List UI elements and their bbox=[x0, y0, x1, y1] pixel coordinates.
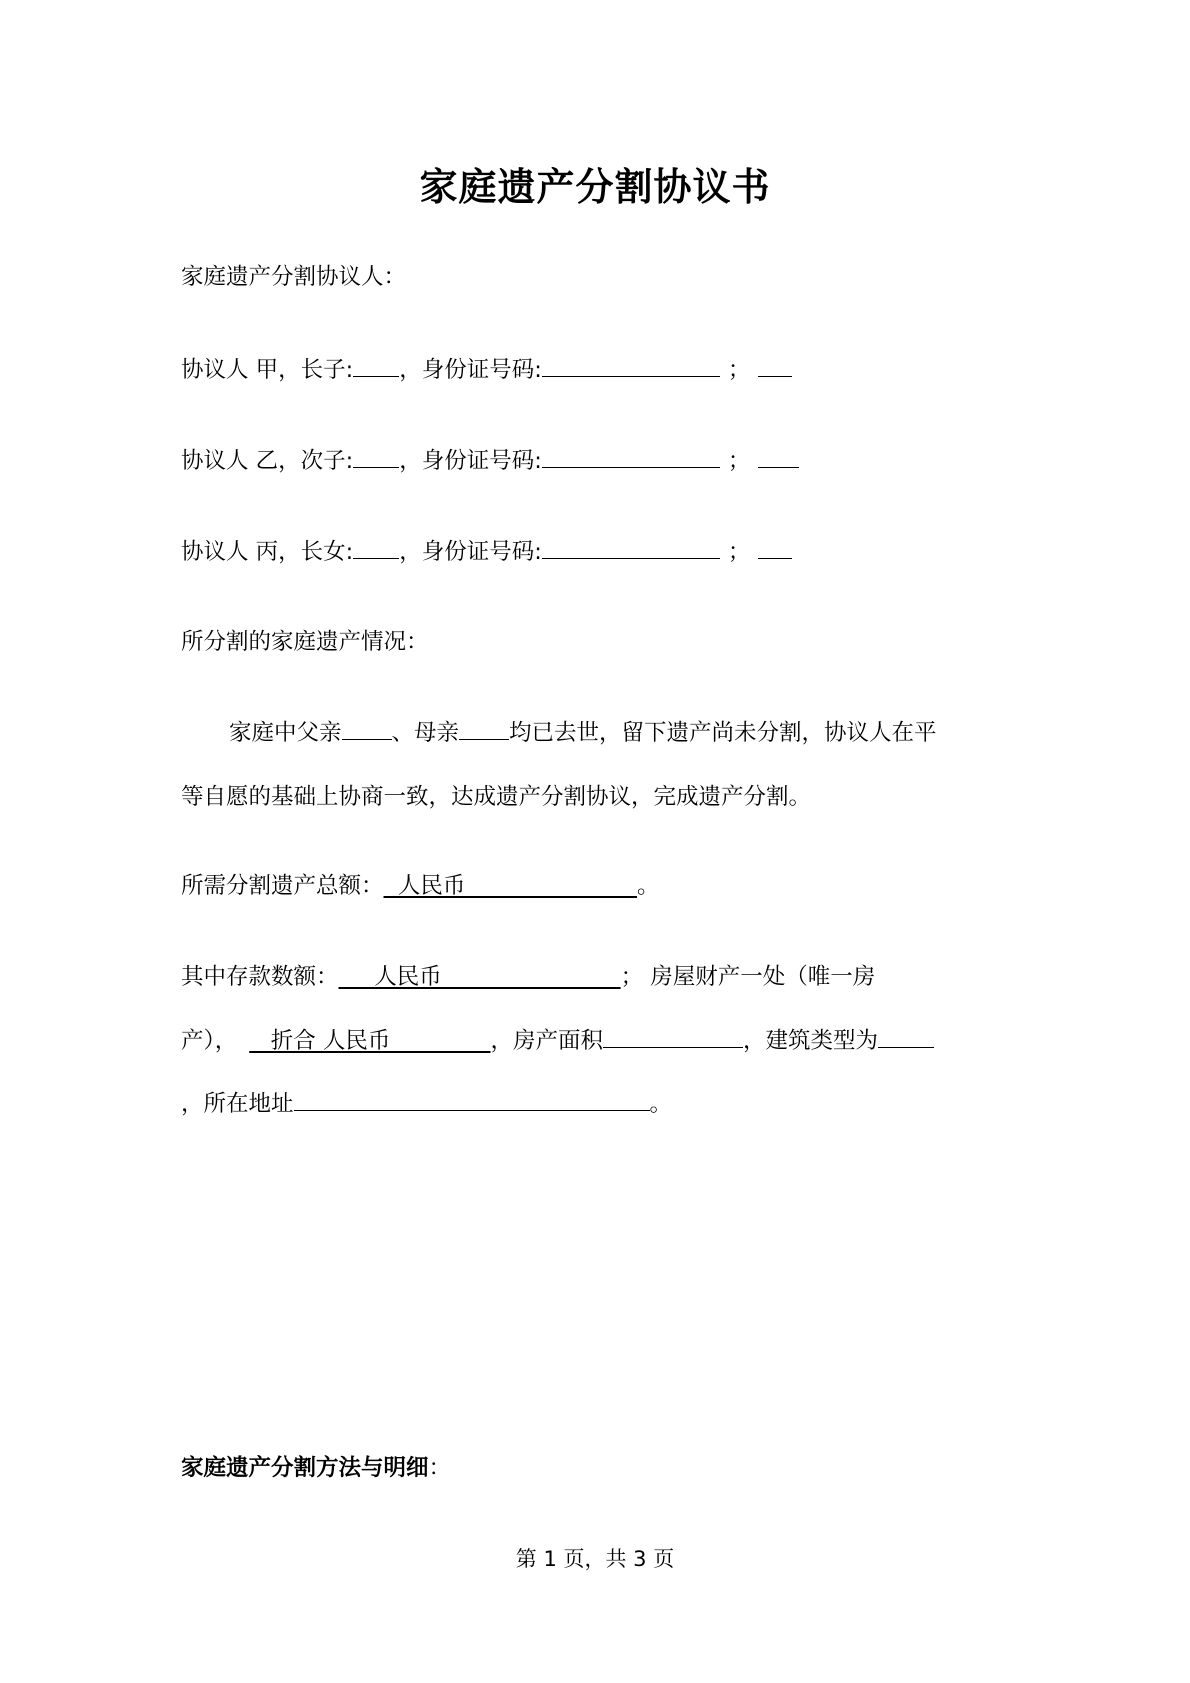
area-label: ，房产面积 bbox=[490, 1028, 604, 1054]
paragraph-text: 均已去世，留下遗产尚未分割，协议人在平 bbox=[509, 720, 937, 746]
party-label: 协议人 丙，长女: bbox=[181, 539, 354, 565]
mother-name-blank[interactable] bbox=[459, 717, 509, 740]
father-name-blank[interactable] bbox=[342, 717, 392, 740]
separator: ； bbox=[727, 357, 751, 383]
extra-blank[interactable] bbox=[758, 445, 799, 468]
id-label: ，身份证号码: bbox=[399, 448, 542, 474]
party-label: 协议人 乙，次子: bbox=[181, 448, 354, 474]
paragraph-line-2: 等自愿的基础上协商一致，达成遗产分割协议，完成遗产分割。 bbox=[181, 784, 812, 810]
period: 。 bbox=[636, 873, 660, 899]
building-type-blank[interactable] bbox=[878, 1025, 934, 1048]
total-label: 所需分割遗产总额： bbox=[181, 873, 384, 899]
address-blank[interactable] bbox=[294, 1088, 650, 1111]
house-text: 产）， bbox=[181, 1028, 238, 1054]
house-value-field[interactable]: 折合 人民币 bbox=[249, 1028, 491, 1054]
deposit-row bbox=[181, 962, 875, 992]
extra-blank[interactable] bbox=[758, 536, 792, 559]
address-label: ，所在地址 bbox=[181, 1091, 294, 1117]
id-number-blank[interactable] bbox=[542, 445, 720, 468]
id-label: ，身份证号码: bbox=[399, 357, 542, 383]
deposit-label: 其中存款数额： bbox=[181, 964, 339, 990]
paragraph-line-1 bbox=[229, 717, 937, 748]
colon: ： bbox=[428, 1455, 452, 1481]
house-text: ； 房屋财产一处（唯一房 bbox=[620, 964, 876, 990]
method-heading-text: 家庭遗产分割方法与明细 bbox=[181, 1455, 429, 1481]
page-footer: 第 1 页，共 3 页 bbox=[515, 1547, 675, 1571]
id-number-blank[interactable] bbox=[542, 354, 720, 377]
separator: ； bbox=[727, 448, 751, 474]
name-blank[interactable] bbox=[353, 445, 399, 468]
method-heading bbox=[181, 1453, 451, 1483]
party-label: 协议人 甲，长子: bbox=[181, 357, 354, 383]
party-row-jia bbox=[181, 354, 792, 385]
party-row-yi bbox=[181, 445, 799, 476]
separator: ； bbox=[727, 539, 751, 565]
id-label: ，身份证号码: bbox=[399, 539, 542, 565]
party-row-bing bbox=[181, 536, 792, 567]
deposit-amount-field[interactable]: 人民币 bbox=[338, 964, 621, 990]
address-row bbox=[181, 1088, 672, 1119]
paragraph-text: 、母亲 bbox=[391, 720, 460, 746]
id-number-blank[interactable] bbox=[542, 536, 720, 559]
estate-heading: 所分割的家庭遗产情况： bbox=[181, 629, 429, 655]
paragraph-text: 家庭中父亲 bbox=[229, 720, 342, 746]
document-title: 家庭遗产分割协议书 bbox=[419, 165, 771, 209]
period: 。 bbox=[649, 1091, 673, 1117]
parties-heading: 家庭遗产分割协议人： bbox=[181, 264, 407, 290]
total-amount-field[interactable]: 人民币 bbox=[383, 873, 637, 899]
building-type-label: ，建筑类型为 bbox=[743, 1028, 879, 1054]
name-blank[interactable] bbox=[353, 536, 399, 559]
total-amount-row bbox=[181, 871, 660, 901]
name-blank[interactable] bbox=[353, 354, 399, 377]
house-row bbox=[181, 1025, 934, 1056]
extra-blank[interactable] bbox=[758, 354, 792, 377]
area-blank[interactable] bbox=[603, 1025, 743, 1048]
